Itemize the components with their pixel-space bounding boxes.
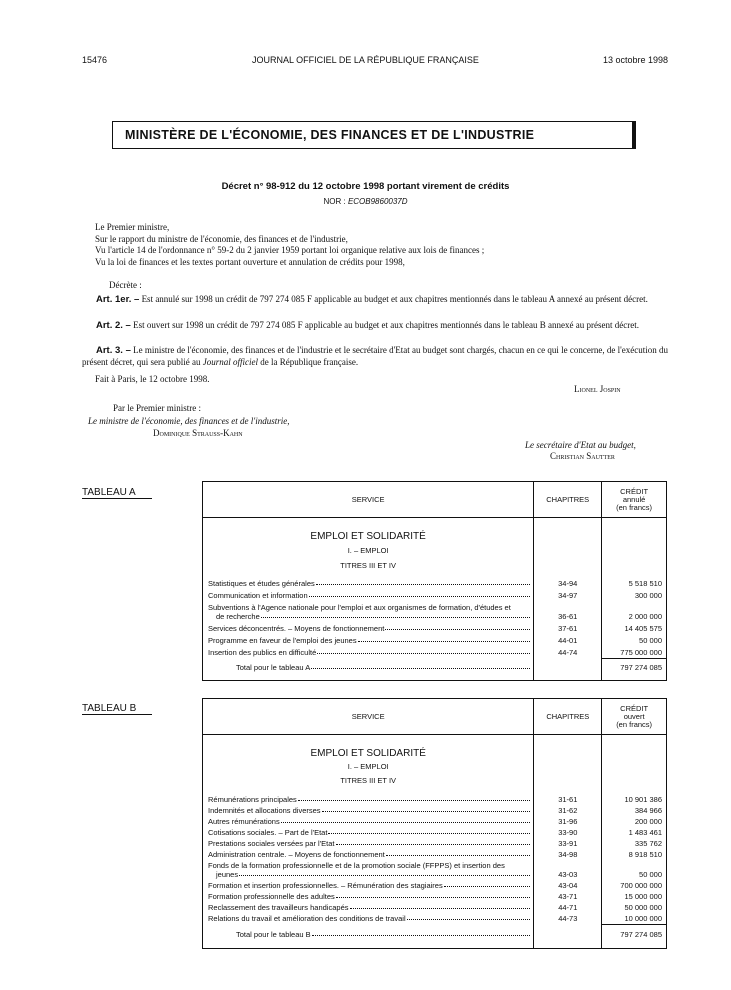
col-credit-header: CRÉDIT ouvert (en francs): [602, 699, 667, 735]
row-label: Administration centrale. – Moyens de fonctionnement: [208, 849, 385, 859]
row-label-cont: de recherche: [216, 611, 260, 621]
row-amount: 8 918 510: [628, 849, 662, 859]
nor-code: ECOB9860037D: [347, 197, 408, 206]
row-chapter: 31-61: [534, 794, 602, 805]
total-label: Total pour le tableau B: [236, 929, 311, 939]
row-label: Prestations sociales versées par l'Etat: [208, 838, 335, 848]
secretary-name: Christian Sautter: [550, 451, 615, 461]
fait-a-paris: Fait à Paris, le 12 octobre 1998.: [95, 374, 210, 384]
row-chapter: 33-90: [534, 827, 602, 838]
preamble-line: Vu l'article 14 de l'ordonnance n° 59-2 du 2 janvier 1959 portant loi organique relative aux lois de finances ;: [95, 245, 485, 255]
decree-title: Décret n° 98-912 du 12 octobre 1998 portant virement de crédits: [221, 181, 510, 192]
page-number: 15476: [82, 55, 108, 65]
row-chapter: 37-61: [534, 622, 602, 634]
row-label: Cotisations sociales. – Part de l'Etat: [208, 827, 328, 837]
table-row: [203, 601, 667, 622]
row-amount: 5 518 510: [628, 578, 662, 588]
article-1-label: Art. 1er. –: [96, 294, 140, 305]
section-titres: TITRES III ET IV: [203, 772, 534, 786]
row-amount: 300 000: [634, 590, 662, 600]
row-label-cont: jeunes: [216, 869, 239, 879]
table-row: [203, 902, 667, 913]
total-amount: 797 274 085: [602, 659, 667, 677]
article-3-text-end: de la République française.: [260, 356, 359, 367]
tableau-b-underline: [82, 714, 152, 715]
table-row: [203, 816, 667, 827]
minister-name: Dominique Strauss-Kahn: [153, 428, 243, 438]
tableau-a: [202, 481, 667, 681]
table-row: [203, 838, 667, 849]
row-label: Statistiques et études générales: [208, 578, 315, 588]
row-label: Fonds de la formation professionnelle et de la promotion sociale (FFPPS) et insertion des: [208, 860, 505, 870]
article-3: [82, 345, 668, 368]
article-3-text: Le ministre de l'économie, des finances et de l'industrie et le secrétaire d'Etat au budget sont chargés, chacun en ce qui le concerne, de l'exécution du présent décret, qui sera publié au: [82, 345, 668, 367]
row-label: Autres rémunérations: [208, 816, 280, 826]
preamble-line: Le Premier ministre,: [95, 222, 170, 232]
row-label: Services déconcentrés. – Moyens de fonctionnement: [208, 623, 385, 633]
article-2: [82, 320, 668, 332]
ministry-banner: [112, 121, 636, 149]
tableau-b-label-text: TABLEAU B: [82, 703, 137, 714]
table-row: [203, 913, 667, 925]
row-amount: 2 000 000: [628, 612, 662, 622]
row-chapter: 31-96: [534, 816, 602, 827]
col-credit-header: CRÉDIT annulé (en francs): [602, 482, 667, 518]
tableau-a-label-text: TABLEAU A: [82, 487, 136, 498]
tableau-b-label: [82, 703, 152, 715]
row-chapter: 31-62: [534, 805, 602, 816]
secretary-title: [525, 440, 636, 452]
table-row: [203, 891, 667, 902]
row-label: Insertion des publics en difficulté: [208, 647, 317, 657]
total-amount: 797 274 085: [602, 924, 667, 944]
section-title: EMPLOI ET SOLIDARITÉ: [203, 747, 534, 760]
row-amount: 200 000: [634, 816, 662, 826]
row-chapter: 33-91: [534, 838, 602, 849]
row-amount: 50 000: [639, 869, 662, 879]
table-row: [203, 646, 667, 658]
row-amount: 15 000 000: [624, 891, 662, 901]
row-chapter: 34-94: [534, 577, 602, 589]
col-service-header: SERVICE: [203, 482, 534, 518]
ministry-title: MINISTÈRE DE L'ÉCONOMIE, DES FINANCES ET DE L'INDUSTRIE: [125, 128, 535, 142]
row-amount: 10 000 000: [624, 913, 662, 923]
tableau-a-label: [82, 487, 152, 499]
row-chapter: 44-01: [534, 634, 602, 646]
table-row: [203, 805, 667, 816]
row-label: Indemnités et allocations diverses: [208, 805, 321, 815]
preamble-line: Vu la loi de finances et les textes portant ouverture et annulation de crédits pour 1998,: [95, 256, 405, 267]
total-label: Total pour le tableau A: [236, 663, 311, 672]
article-2-text: Est ouvert sur 1998 un crédit de 797 274 085 F applicable au budget et aux chapitres mentionnés dans le tableau B annexé au présent décret.: [133, 320, 639, 330]
publication-date: 13 octobre 1998: [602, 55, 668, 65]
article-3-label: Art. 3. –: [96, 345, 131, 356]
row-label: Reclassement des travailleurs handicapés: [208, 902, 349, 912]
total-row: [203, 924, 667, 944]
decrete-label: Décrète :: [109, 280, 142, 290]
col-chapitres-header: CHAPITRES: [534, 482, 602, 518]
signatory-name: Lionel Jospin: [574, 384, 621, 394]
total-row: [203, 659, 667, 677]
row-amount: 10 901 386: [624, 794, 662, 804]
article-3-journal: Journal officiel: [202, 356, 258, 367]
row-amount: 775 000 000: [620, 647, 662, 657]
article-1-text: Est annulé sur 1998 un crédit de 797 274 085 F applicable au budget et aux chapitres mentionnés dans le tableau A annexé au présent décret.: [141, 294, 648, 304]
col-chapitres-header: CHAPITRES: [534, 699, 602, 735]
row-chapter: 36-61: [534, 601, 602, 622]
row-chapter: 44-73: [534, 913, 602, 925]
nor-reference: [0, 197, 731, 206]
section-subtitle: I. – EMPLOI: [203, 543, 534, 556]
table-row: [203, 634, 667, 646]
tableau-b: [202, 698, 667, 949]
minister-title: [88, 416, 289, 428]
row-label: Rémunérations principales: [208, 794, 297, 804]
row-amount: 700 000 000: [620, 880, 662, 890]
section-title: EMPLOI ET SOLIDARITÉ: [203, 530, 534, 544]
tableau-a-underline: [82, 498, 152, 499]
preamble-line: Sur le rapport du ministre de l'économie, des finances et de l'industrie,: [95, 233, 348, 244]
row-chapter: 34-97: [534, 589, 602, 601]
table-row: [203, 589, 667, 601]
article-1: [82, 294, 668, 306]
secretary-title-text: Le secrétaire d'Etat au budget,: [525, 440, 636, 450]
row-amount: 50 000 000: [624, 902, 662, 912]
par-le-premier-ministre: Par le Premier ministre :: [113, 403, 201, 413]
row-chapter: 43-03: [534, 860, 602, 880]
row-chapter: 44-71: [534, 902, 602, 913]
table-row: [203, 794, 667, 805]
journal-title: JOURNAL OFFICIEL DE LA RÉPUBLIQUE FRANÇAISE: [252, 55, 479, 65]
row-label: Subventions à l'Agence nationale pour l'emploi et aux organismes de formation, d'études et: [208, 602, 511, 612]
section-titres: TITRES III ET IV: [203, 556, 534, 571]
row-amount: 384 966: [634, 805, 662, 815]
row-chapter: 34-98: [534, 849, 602, 860]
row-chapter: 43-04: [534, 880, 602, 891]
table-row: [203, 827, 667, 838]
table-row: [203, 880, 667, 891]
row-label: Relations du travail et amélioration des conditions de travail: [208, 913, 406, 923]
row-amount: 335 762: [634, 838, 662, 848]
table-row: [203, 622, 667, 634]
row-label: Programme en faveur de l'emploi des jeunes: [208, 635, 357, 645]
nor-label: NOR :: [323, 197, 346, 206]
article-2-label: Art. 2. –: [96, 320, 131, 331]
preamble: [95, 222, 665, 268]
table-row: [203, 577, 667, 589]
row-amount: 1 483 461: [628, 827, 662, 837]
minister-title-text: Le ministre de l'économie, des finances et de l'industrie,: [88, 416, 290, 426]
row-label: Formation professionnelle des adultes: [208, 891, 335, 901]
table-row: [203, 849, 667, 860]
row-label: Communication et information: [208, 590, 308, 600]
table-row: [203, 860, 667, 880]
row-chapter: 44-74: [534, 646, 602, 658]
row-chapter: 43-71: [534, 891, 602, 902]
col-service-header: SERVICE: [203, 699, 534, 735]
row-amount: 50 000: [639, 635, 662, 645]
section-subtitle: I. – EMPLOI: [203, 760, 534, 772]
row-amount: 14 405 575: [624, 623, 662, 633]
row-label: Formation et insertion professionnelles. – Rémunération des stagiaires: [208, 880, 443, 890]
